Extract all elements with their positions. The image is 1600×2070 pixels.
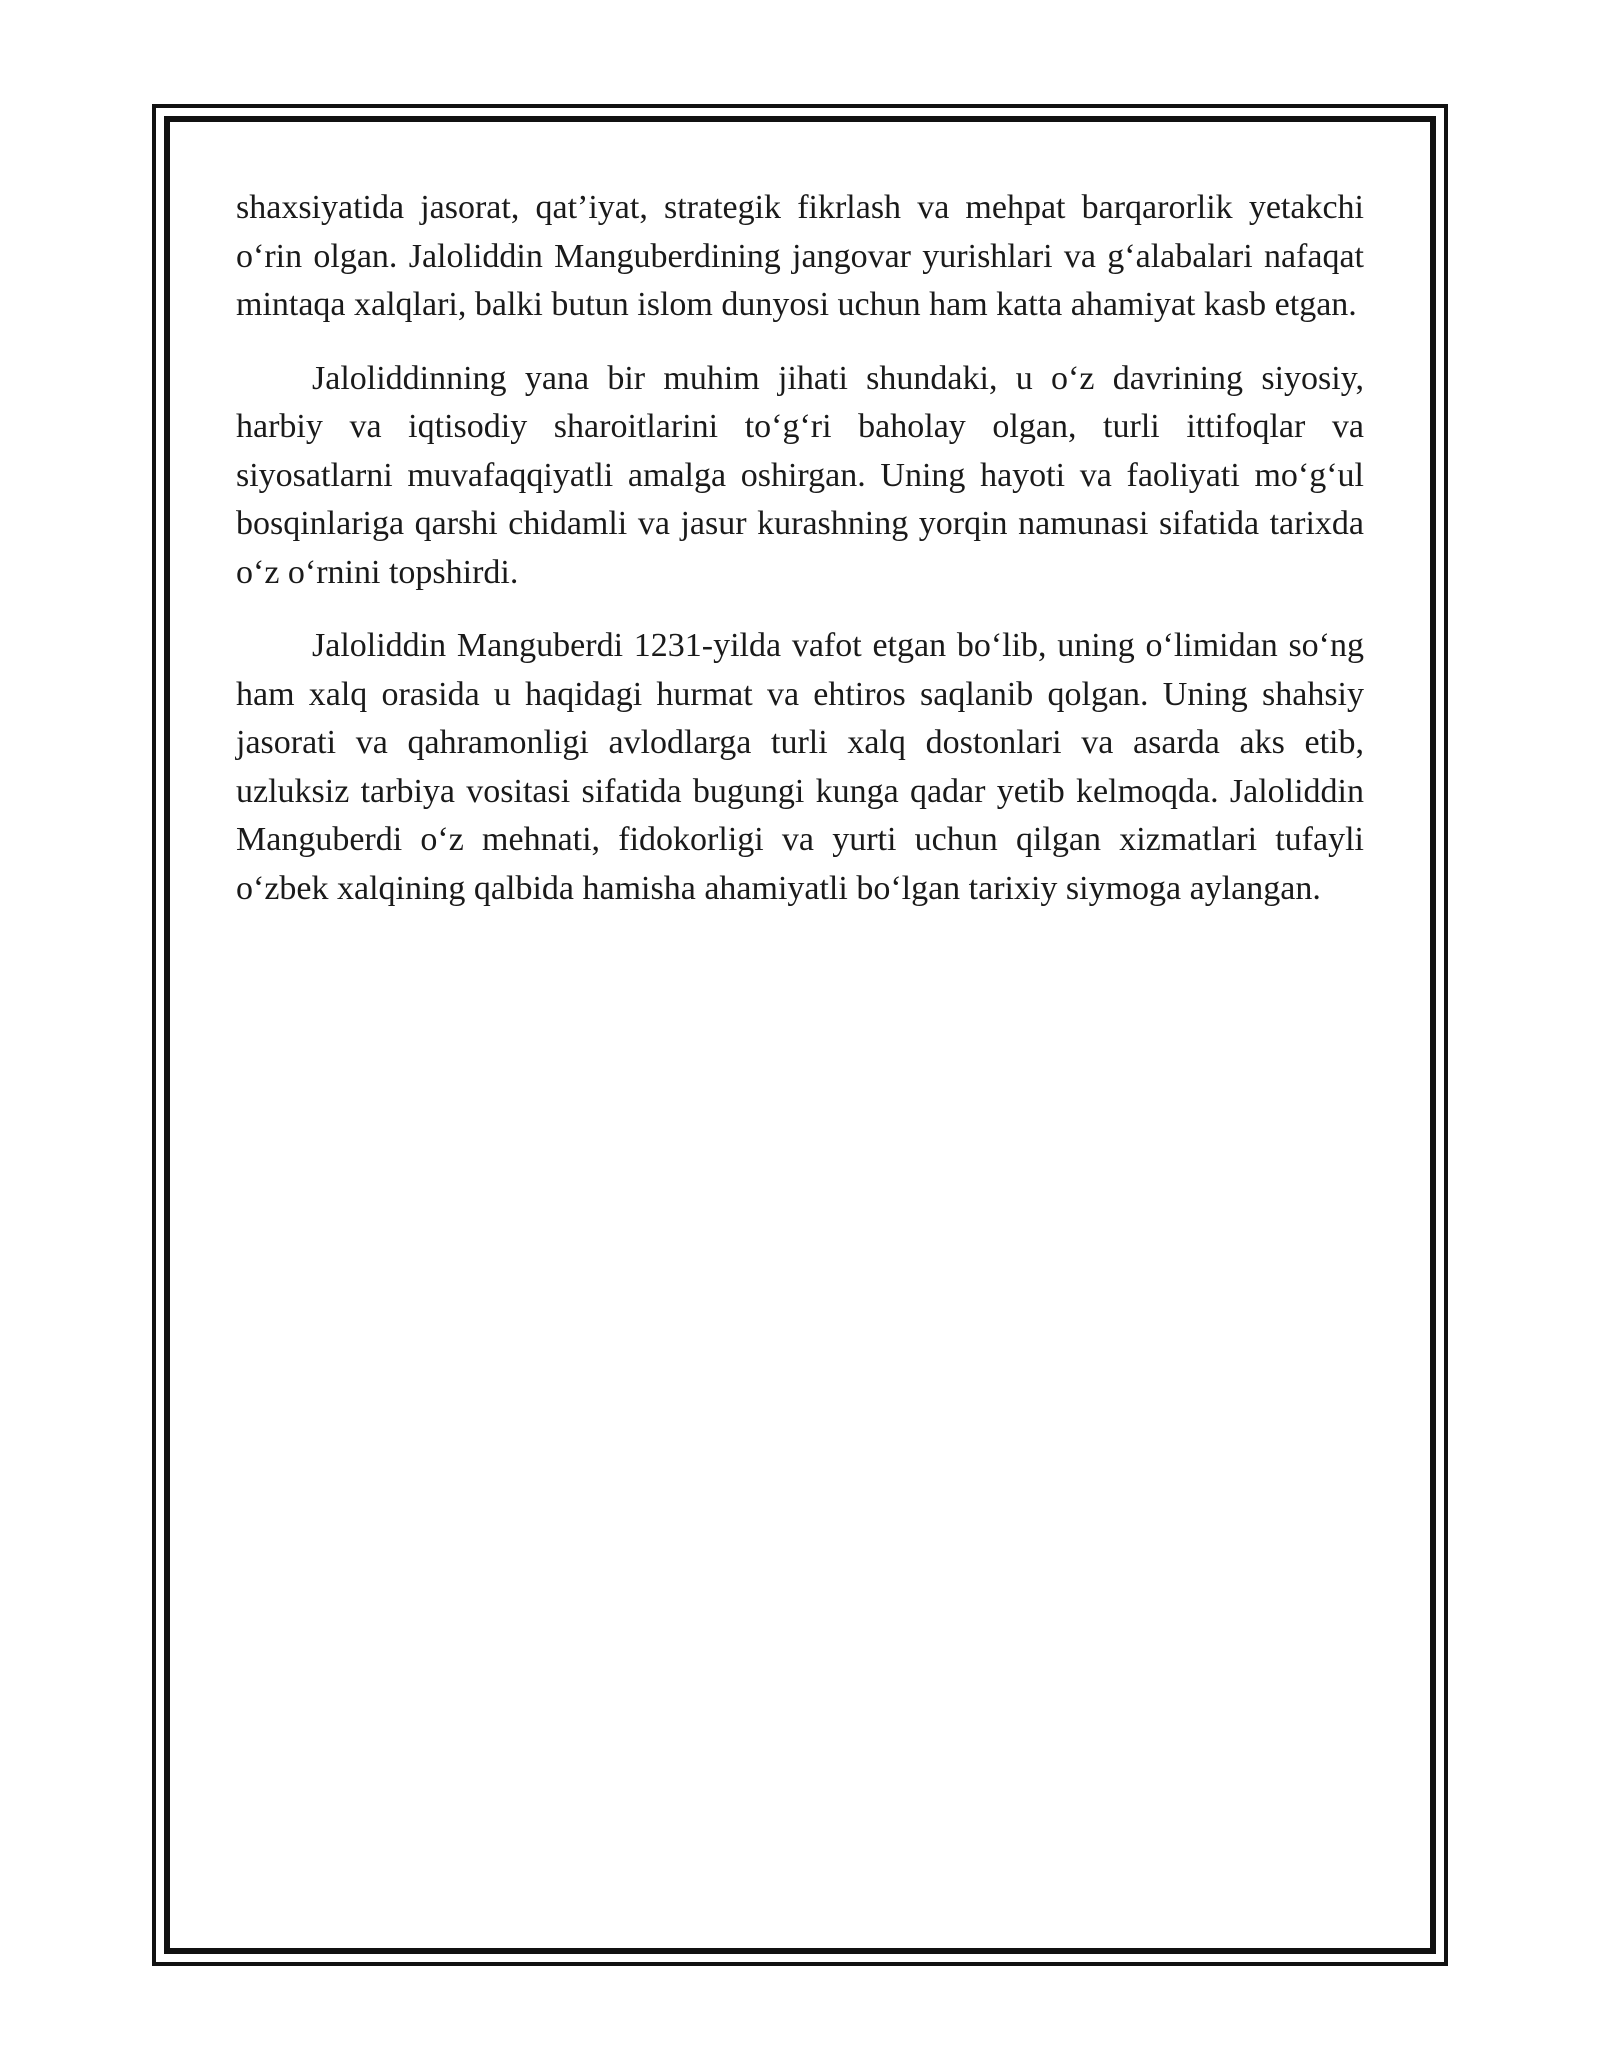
paragraph-1: shaxsiyatida jasorat, qat’iyat, strategik fikrlash va mehpat barqarorlik yetakchi o‘rin olgan. Jaloliddin Manguberdining jangovar yurishlari va g‘alabalari nafaqat mintaqa xalqlari, balki butun islom dunyosi uchun ham katta ahamiyat kasb etgan.: [236, 189, 1364, 323]
paragraph-3: Jaloliddin Manguberdi 1231-yilda vafot etgan bo‘lib, uning o‘limidan so‘ng ham xalq orasida u haqidagi hurmat va ehtiros saqlanib qolgan. Uning shahsiy jasorati va qahramonligi avlodlarga turli xalq dostonlari va asarda aks etib, uzluksiz tarbiya vositasi sifatida bugungi kunga qadar yetib kelmoqda. Jaloliddin Manguberdi o‘z mehnati, fidokorligi va yurti uchun qilgan xizmatlari tufayli o‘zbek xalqining qalbida hamisha ahamiyatli bo‘lgan tarixiy siymoga aylangan.: [236, 627, 1364, 907]
document-body: [236, 184, 1364, 938]
paragraph-2: Jaloliddinning yana bir muhim jihati shundaki, u o‘z davrining siyosiy, harbiy va iqtisodiy sharoitlarini to‘g‘ri baholay olgan, turli ittifoqlar va siyosatlarni muvafaqqiyatli amalga oshirgan. Uning hayoti va faoliyati mo‘g‘ul bosqinlariga qarshi chidamli va jasur kurashning yorqin namunasi sifatida tarixda o‘z o‘rnini topshirdi.: [236, 359, 1364, 591]
